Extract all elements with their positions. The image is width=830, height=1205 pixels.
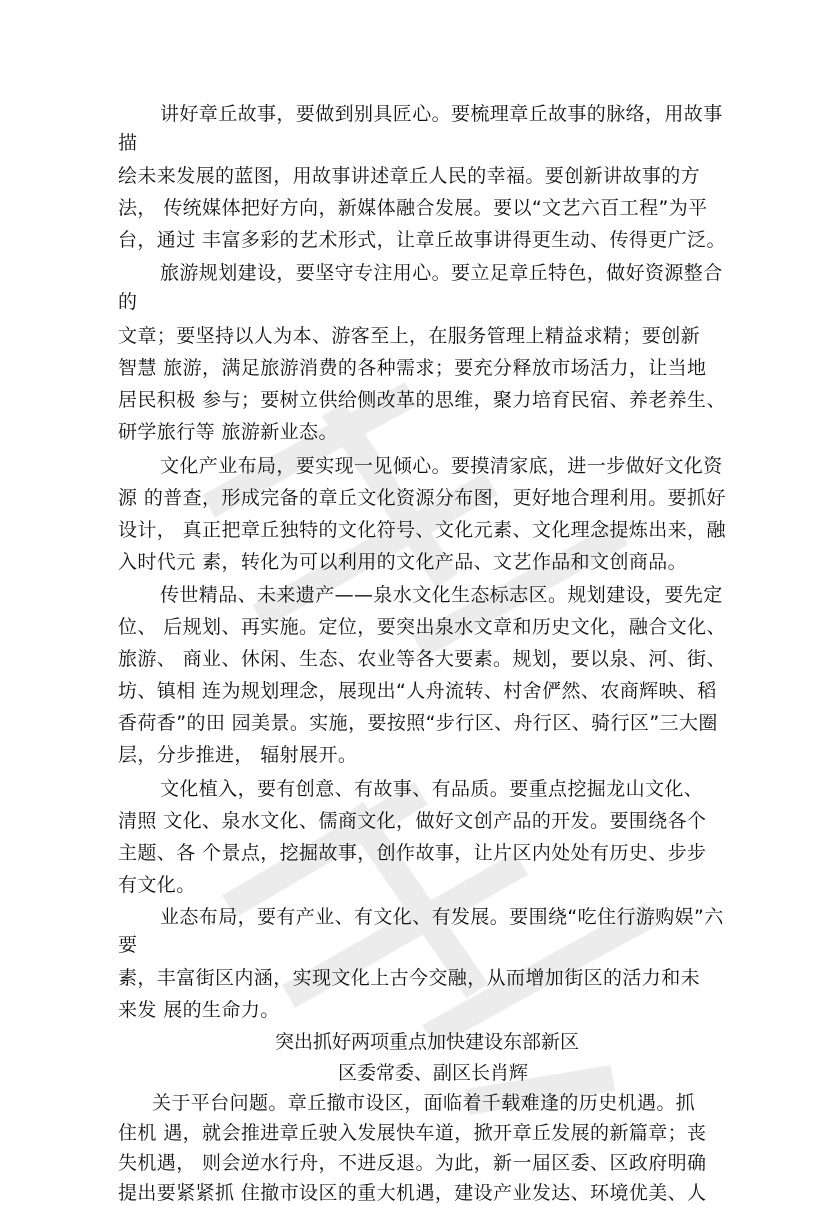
paragraph-3-line-2: 源 的普查，形成完备的章丘文化资源分布图，更好地合理利用。要抓好 <box>118 487 726 509</box>
paragraph-2-line-2: 的 <box>118 291 138 313</box>
paragraph-3-line-4: 入时代元 素，转化为可以利用的文化产品、文艺作品和文创商品。 <box>118 551 688 573</box>
paragraph-1-line-2: 描 <box>118 132 138 154</box>
paragraph-4-line-1: 传世精品、未来遗产——泉水文化生态标志区。规划建设，要先定 <box>160 584 723 606</box>
section-heading: 突出抓好两项重点加快建设东部新区 <box>275 1031 580 1053</box>
paragraph-5-line-4: 有文化。 <box>118 874 196 896</box>
paragraph-6-line-1: 业态布局，要有产业、有文化、有发展。要围绕“吃住行游购娱”六 <box>160 906 724 928</box>
paragraph-2-line-6: 研学旅行等 旅游新业态。 <box>118 421 338 443</box>
paragraph-4-line-6: 层，分步推进， 辐射展开。 <box>118 744 358 766</box>
paragraph-6-line-4: 来发 展的生命力。 <box>118 999 280 1021</box>
paragraph-4-line-2: 位、 后规划、再实施。定位，要突出泉水文章和历史文化，融合文化、 <box>118 616 726 638</box>
paragraph-1-line-5: 台，通过 丰富多彩的艺术形式，让章丘故事讲得更生动、传得更广泛。 <box>118 229 726 251</box>
paragraph-2-line-4: 智慧 旅游，满足旅游消费的各种需求；要充分释放市场活力，让当地 <box>118 357 707 379</box>
paragraph-4-line-3: 旅游、 商业、休闲、生态、农业等各大要素。规划，要以泉、河、街、 <box>118 648 726 670</box>
paragraph-1-line-1: 讲好章丘故事，要做到别具匠心。要梳理章丘故事的脉络，用故事 <box>160 103 723 125</box>
paragraph-2-line-1: 旅游规划建设，要坚守专注用心。要立足章丘特色，做好资源整合 <box>160 262 723 284</box>
paragraph-5-line-1: 文化植入，要有创意、有故事、有品质。要重点挖掘龙山文化、 <box>160 778 704 800</box>
paragraph-6-line-2: 要 <box>118 934 138 956</box>
paragraph-1-line-4: 法， 传统媒体把好方向，新媒体融合发展。要以“文艺六百工程”为平 <box>118 197 708 219</box>
paragraph-5-line-3: 主题、各 个景点，挖掘故事，创作故事，让片区内处处有历史、步步 <box>118 842 707 864</box>
paragraph-4-line-4: 坊、镇相 连为规划理念，展现出“人舟流转、村舍俨然、农商辉映、稻 <box>118 680 717 702</box>
paragraph-1-line-3: 绘未来发展的蓝图，用故事讲述章丘人民的幸福。要创新讲故事的方 <box>118 165 701 187</box>
final-paragraph-line-2: 住机 遇，就会推进章丘驶入发展快车道，掀开章丘发展的新篇章；丧 <box>118 1122 707 1144</box>
section-byline: 区委常委、副区长肖辉 <box>338 1062 529 1084</box>
paragraph-5-line-2: 清照 文化、泉水文化、儒商文化，做好文创产品的开发。要围绕各个 <box>118 810 707 832</box>
paragraph-3-line-1: 文化产业布局，要实现一见倾心。要摸清家底，进一步做好文化资 <box>160 455 723 477</box>
final-paragraph-line-1: 关于平台问题。章丘撤市设区，面临着千载难逢的历史机遇。抓 <box>152 1092 696 1114</box>
paragraph-2-line-5: 居民积极 参与；要树立供给侧改革的思维，聚力培育民宿、养老养生、 <box>118 389 726 411</box>
paragraph-4-line-5: 香荷香”的田 园美景。实施，要按照“步行区、舟行区、骑行区”三大圈 <box>118 712 718 734</box>
final-paragraph-line-3: 失机遇， 则会逆水行舟，不进反退。为此，新一届区委、区政府明确 <box>118 1152 707 1174</box>
paragraph-3-line-3: 设计， 真正把章丘独特的文化符号、文化元素、文化理念提炼出来，融 <box>118 519 726 541</box>
final-paragraph-line-4: 提出要紧紧抓 住撤市设区的重大机遇，建设产业发达、环境优美、人 <box>118 1182 707 1204</box>
paragraph-6-line-3: 素，丰富街区内涵，实现文化上古今交融，从而增加街区的活力和未 <box>118 967 701 989</box>
paragraph-2-line-3: 文章；要坚持以人为本、游客至上，在服务管理上精益求精；要创新 <box>118 325 701 347</box>
